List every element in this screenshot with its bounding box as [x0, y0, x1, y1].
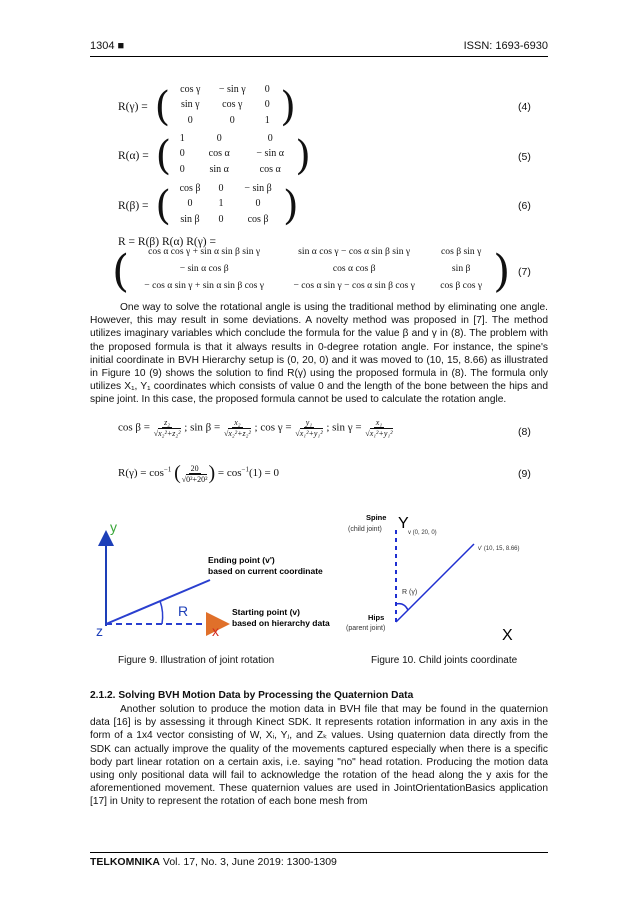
footer-rule — [90, 852, 548, 853]
footer-details: Vol. 17, No. 3, June 2019: 1300-1309 — [162, 856, 337, 868]
figure-9-caption: Figure 9. Illustration of joint rotation — [118, 655, 275, 666]
fig9-x-label: x — [212, 623, 219, 639]
fig10-v-label: v (0, 20, 0) — [408, 530, 437, 536]
fig9-ending-label-2: based on current coordinate — [208, 566, 323, 576]
equation-8: cos β = $\frac{\text{z₂}}{\text{√x₂²+z₂²}}$ ; sin β = $\frac{\text{x₂}}{\text{√x₂²+z₂²}}$ ; cos γ = $\frac{\text{y₁}}{\text{√x₁²+y₁²}}$ ; sin γ = $\frac{\text{x₁}}{\text{√x₁²+y₁²}}$ — [118, 418, 393, 438]
equation-6-number: (6) — [518, 200, 531, 212]
fig10-child-joint-label: (child joint) — [348, 526, 382, 533]
equation-5-number: (5) — [518, 151, 531, 163]
equation-5: R(α) = ( 1 0 0 0 cos α − sin α 0 sin α cos α ) — [118, 133, 311, 179]
footer — [90, 856, 337, 868]
fig10-vp-label: v' (10, 15, 8.66) — [478, 546, 520, 552]
matrix-4-grid: cos γ − sin γ 0 sin γ cos γ 0 0 0 1 — [180, 84, 270, 126]
matrix-5: ( 1 0 0 0 cos α − sin α 0 sin α cos α ) — [155, 133, 311, 179]
fig9-starting-label-2: based on hierarchy data — [232, 618, 330, 628]
header-rule — [90, 56, 548, 57]
fig9-angle-arc — [160, 601, 163, 624]
equation-4-number: (4) — [518, 101, 531, 113]
matrix-6: ( cos β 0 − sin β 0 1 0 sin β 0 cos β ) — [155, 183, 299, 229]
fig10-y-label: Y — [398, 515, 409, 532]
equation-4: R(γ) = ( cos γ − sin γ 0 sin γ cos γ 0 0 0 1 ) — [118, 84, 296, 130]
paragraph-quaternion: Another solution to produce the motion data in BVH file that may be found in the quaternion data [16] is by assessing it through Kinect SDK. It represents rotation information in any axis in the form of a 1x4 vector consisting of W, Xᵢ, Yⱼ, and Zₖ values. Using quaternion data directly from the SDK can actually improve the quality of the movements captured especially when there is a specific body part linear rotation on a certain axis, i.e. saying "no" head rotation. Producing the motion data using only positional data will fail to acknowledge the rotation of the head along the y axis for the aforementioned movement. These quaternion values are used in JointOrientationBasics application [17] in Unity to represent the rotation of each bone mesh from — [90, 704, 548, 808]
square-glyph: ■ — [117, 40, 125, 52]
equation-9: $R(\gamma) = \cos^{-1}$ ( $\frac{20}{\text{√0²+20²}}$ ) = $\cos^{-1}(1) = 0$ — [118, 462, 279, 484]
figure-10-diagram — [336, 512, 552, 644]
fig9-starting-label-1: Starting point (v) — [232, 607, 300, 617]
matrix-4: ( cos γ − sin γ 0 sin γ cos γ 0 0 0 1 ) — [154, 84, 296, 130]
page-number: 1304 ■ — [90, 40, 125, 52]
equation-6: R(β) = ( cos β 0 − sin β 0 1 0 sin β 0 cos β ) — [118, 183, 299, 229]
fig9-z-label: z — [96, 623, 103, 639]
issn: ISSN: 1693-6930 — [463, 40, 548, 52]
footer-journal: TELKOMNIKA — [90, 856, 160, 868]
fig10-spine-label: Spine — [366, 513, 387, 522]
matrix-7-grid: cos α cos γ + sin α sin β sin γ sin α cos γ − cos α sin β sin γ cos β sin γ − sin α cos β cos α cos β sin β − cos α sin γ + sin α sin β cos γ − cos α sin γ − cos α sin β cos γ cos β cos γ — [144, 246, 483, 291]
equation-7 — [112, 246, 510, 297]
equation-7-lhs: R = R(β) R(α) R(γ) = — [118, 236, 216, 248]
fig10-hips-label: Hips — [368, 613, 385, 622]
equation-9-number: (9) — [518, 468, 531, 480]
matrix-7: ( cos α cos γ + sin α sin β sin γ sin α cos γ − cos α sin β sin γ cos β sin γ − sin α cos β cos α cos β sin β − cos α sin γ + sin α sin β cos γ − cos α sin γ − cos α sin β cos γ cos β cos γ ) — [112, 246, 511, 297]
fig10-child-vector — [396, 544, 474, 622]
fig9-ending-label-1: Ending point (v') — [208, 555, 275, 565]
fig9-y-label: y — [110, 519, 117, 535]
fig10-x-label: X — [502, 627, 513, 644]
fig10-parent-joint-label: (parent joint) — [346, 625, 386, 632]
paragraph-rotation-method: One way to solve the rotational angle is using the traditional method by eliminating one angle. However, this may result in some deviations. A novelty method was proposed in [7]. The method utilizes imaginary variables which conclude the formula for the value β and γ in (8). The problem with the proposed formula is that it always results in 0-degree rotation angle. For instance, the spine's initial coordinate in BVH Hierarchy setup is (0, 20, 0) and it was moved to (10, 15, 8.66) as illustrated in Figure 10 (9) shows the solution to find R(γ) using the proposed formula in (8). The formula only utilizes X₁, Y₁ coordinates which consists of value 0 and the length of the bone between the hips and spine joint. In this case, the proposed formula cannot be used to calculate the rotation angle. — [90, 302, 548, 406]
equation-8-number: (8) — [518, 426, 531, 438]
section-heading: 2.1.2. Solving BVH Motion Data by Processing the Quaternion Data — [90, 690, 414, 701]
equation-7-number: (7) — [518, 266, 531, 278]
matrix-5-grid: 1 0 0 0 cos α − sin α 0 sin α cos α — [179, 133, 284, 175]
figure-10-caption: Figure 10. Child joints coordinate — [371, 655, 518, 666]
fig9-angle-label: R — [178, 603, 189, 619]
fig10-angle-arc — [396, 604, 408, 610]
fig9-ending-vector — [106, 580, 210, 624]
matrix-6-grid: cos β 0 − sin β 0 1 0 sin β 0 cos β — [179, 183, 272, 225]
fig10-r-label: R (γ) — [402, 589, 418, 596]
figure-9-diagram — [90, 512, 330, 642]
